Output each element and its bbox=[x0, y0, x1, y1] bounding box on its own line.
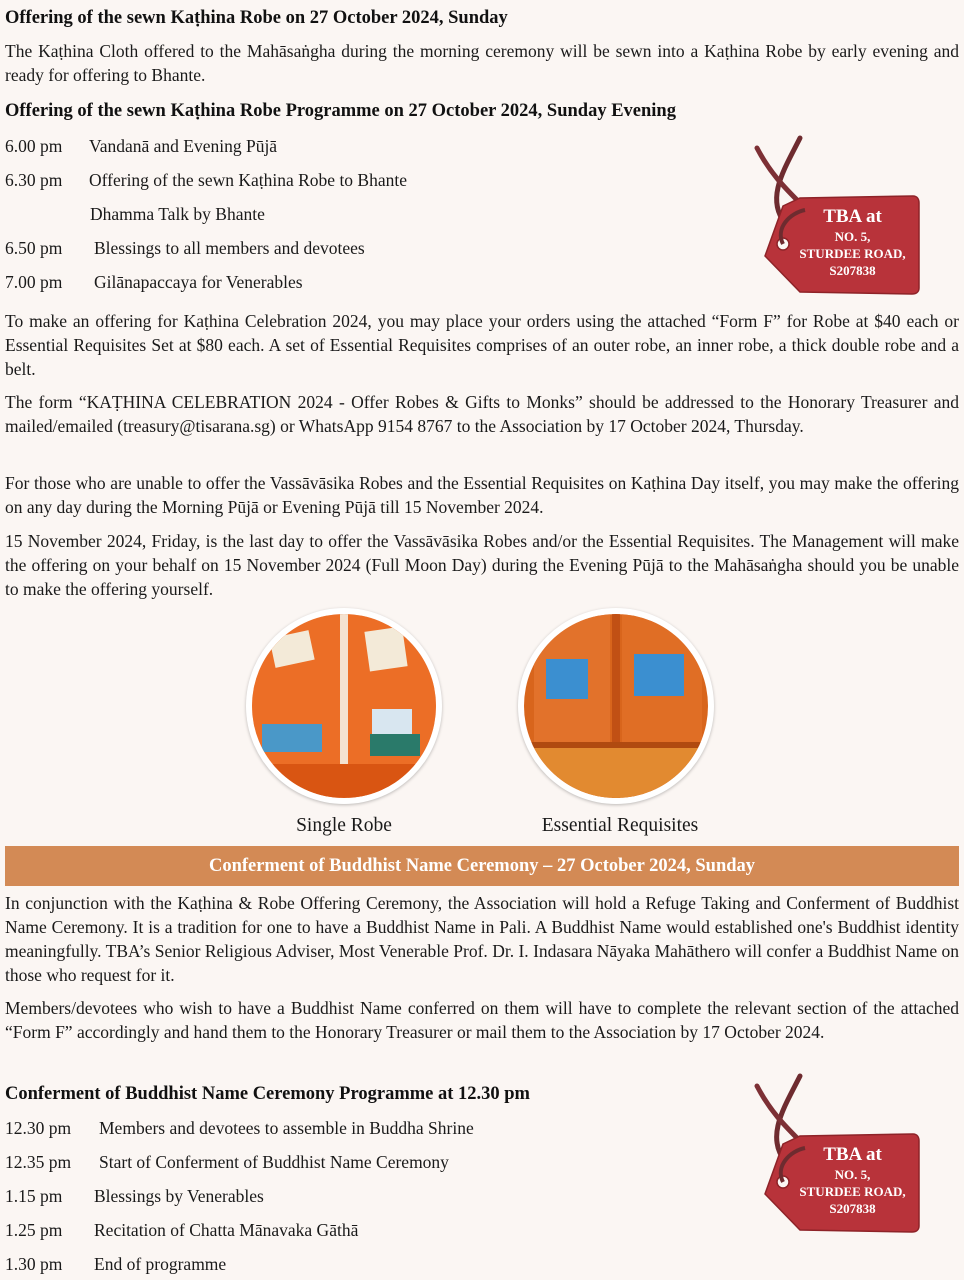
programme-row bbox=[5, 1185, 264, 1207]
programme-row bbox=[5, 203, 265, 225]
tag-line-2: NO. 5, bbox=[834, 229, 871, 244]
programme-heading-conferment: Conferment of Buddhist Name Ceremony Programme at 12.30 pm bbox=[5, 1084, 530, 1104]
section-heading-sewn-robe: Offering of the sewn Kaṭhina Robe on 27 October 2024, Sunday bbox=[5, 8, 508, 28]
conferment-banner: Conferment of Buddhist Name Ceremony – 27 October 2024, Sunday bbox=[5, 846, 959, 886]
tag-line-3: STURDEE ROAD, bbox=[799, 1184, 906, 1199]
programme-row bbox=[5, 135, 277, 157]
programme-row bbox=[5, 169, 407, 191]
programme-desc: Recitation of Chatta Mānavaka Gāthā bbox=[94, 1220, 359, 1240]
tag-line-3: STURDEE ROAD, bbox=[799, 246, 906, 261]
conferment-instructions: Members/devotees who wish to have a Buddhist Name conferred on them will have to complete the relevant section of the attached “Form F” accordingly and hand them to the Honorary Treasurer or mail them to the Association by 17 October 2024. bbox=[5, 998, 959, 1042]
tag-line-2: NO. 5, bbox=[834, 1167, 871, 1182]
programme-desc: Members and devotees to assemble in Buddha Shrine bbox=[99, 1118, 474, 1138]
programme-time: 1.25 pm bbox=[5, 1220, 63, 1240]
programme-time: 6.00 pm bbox=[5, 136, 63, 156]
programme-time: 6.50 pm bbox=[5, 238, 63, 258]
programme-row bbox=[5, 1117, 474, 1139]
programme-desc: End of programme bbox=[94, 1254, 227, 1274]
tag-line-4: S207838 bbox=[829, 1201, 876, 1216]
offering-paragraph: To make an offering for Kaṭhina Celebration 2024, you may place your orders using the attached “Form F” for Robe at $40 each or Essential Requisites Set at $80 each. A set of Essential Requisites comprises of an outer robe, an inner robe, a thick double robe and a belt. bbox=[5, 311, 959, 379]
programme-row bbox=[5, 237, 365, 259]
programme-time: 7.00 pm bbox=[5, 272, 63, 292]
programme-time: 12.35 pm bbox=[5, 1152, 72, 1172]
last-day-paragraph: 15 November 2024, Friday, is the last day to offer the Vassāvāsika Robes and/or the Essential Requisites. The Management will make the offering on your behalf on 15 November 2024 (Full Moon Day) during the Evening Pūjā to the Mahāsaṅgha should you be unable to make the offering yourself. bbox=[5, 531, 959, 599]
programme-desc: Blessings by Venerables bbox=[94, 1186, 264, 1206]
form-paragraph: The form “KAṬHINA CELEBRATION 2024 - Offer Robes & Gifts to Monks” should be addressed to the Honorary Treasurer and mailed/emailed (treasury@tisarana.sg) or WhatsApp 9154 8767 to the Association by 17 October 2024, Thursday. bbox=[5, 392, 959, 436]
programme-time: 1.15 pm bbox=[5, 1186, 63, 1206]
programme-desc: Offering of the sewn Kaṭhina Robe to Bhante bbox=[89, 170, 407, 190]
single-robe-photo bbox=[246, 608, 442, 804]
location-tag bbox=[745, 128, 925, 300]
programme-row bbox=[5, 271, 303, 293]
single-robe-caption: Single Robe bbox=[296, 815, 392, 836]
tag-text bbox=[780, 1144, 925, 1217]
programme-desc: Blessings to all members and devotees bbox=[94, 238, 365, 258]
programme-time: 12.30 pm bbox=[5, 1118, 72, 1138]
programme-desc: Start of Conferment of Buddhist Name Ceremony bbox=[99, 1152, 449, 1172]
unable-paragraph: For those who are unable to offer the Vassāvāsika Robes and the Essential Requisites on Kaṭhina Day itself, you may make the offering on any day during the Morning Pūjā or Evening Pūjā till 15 November 2024. bbox=[5, 473, 959, 517]
programme-desc: Vandanā and Evening Pūjā bbox=[89, 136, 278, 156]
programme-row bbox=[5, 1151, 449, 1173]
sewn-robe-description: The Kaṭhina Cloth offered to the Mahāsaṅgha during the morning ceremony will be sewn into a Kaṭhina Robe by early evening and ready for offering to Bhante. bbox=[5, 41, 959, 85]
programme-row bbox=[5, 1219, 358, 1241]
essential-requisites-photo bbox=[518, 608, 714, 804]
tag-text bbox=[780, 206, 925, 279]
tag-line-1: TBA at bbox=[823, 206, 882, 227]
programme-desc: Gilānapaccaya for Venerables bbox=[94, 272, 303, 292]
tag-line-1: TBA at bbox=[823, 1144, 882, 1165]
programme-desc: Dhamma Talk by Bhante bbox=[90, 204, 265, 224]
tag-line-4: S207838 bbox=[829, 263, 876, 278]
programme-time: 6.30 pm bbox=[5, 170, 63, 190]
location-tag bbox=[745, 1066, 925, 1238]
programme-row bbox=[5, 1253, 226, 1275]
programme-heading-evening: Offering of the sewn Kaṭhina Robe Programme on 27 October 2024, Sunday Evening bbox=[5, 101, 676, 121]
conferment-paragraph: In conjunction with the Kaṭhina & Robe Offering Ceremony, the Association will hold a Refuge Taking and Conferment of Buddhist Name Ceremony. It is a tradition for one to have a Buddhist Name in Pali. A Buddhist Name would established one's Buddhist identity meaningfully. TBA’s Senior Religious Adviser, Most Venerable Prof. Dr. I. Indasara Nāyaka Mahāthero will confer a Buddhist Name on those who request for it. bbox=[5, 893, 959, 985]
essential-requisites-caption: Essential Requisites bbox=[541, 815, 699, 836]
programme-time: 1.30 pm bbox=[5, 1254, 63, 1274]
